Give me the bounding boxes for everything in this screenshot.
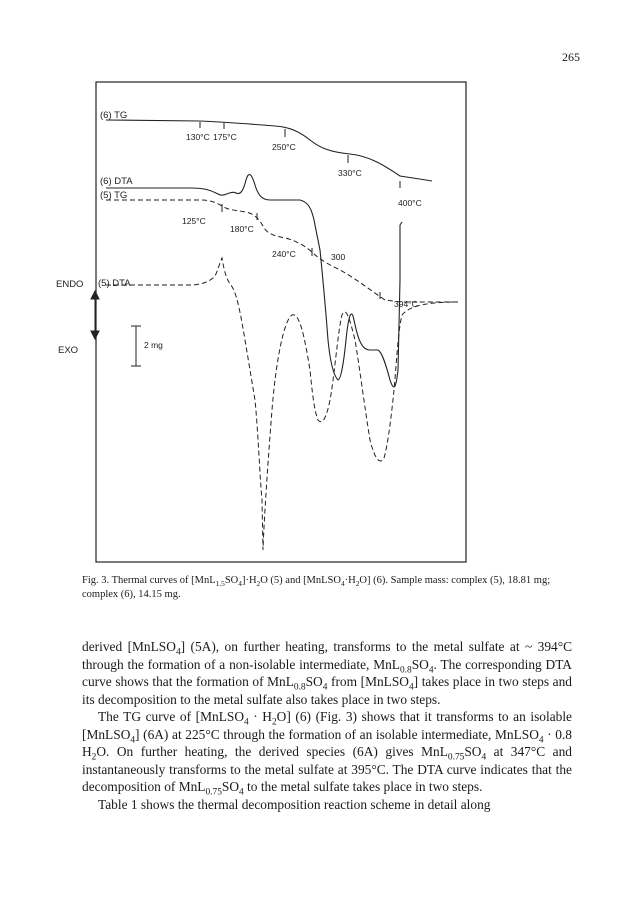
paragraph-2: The TG curve of [MnLSO$_4$ · $H_2O$] (6) (Fig. 3) shows that it transforms to an isolable [MnLSO$_4$] (6A) at 225°C through the formation of an isolable intermediate, MnLSO$_4$ · 0.8 $H_2O$. On further heating, the derived species (6A) gives $MnL_{0.75}SO_4$ at 347°C and instantaneously transforms to the metal sulfate at 395°C. The DTA curve indicates that the decomposition of $MnL_{0.75}SO_4$ to the metal sulfate takes place in two steps. [82, 709, 572, 798]
paragraph-1: derived [MnLSO$_4$] (5A), on further heating, transforms to the metal sulfate at ~ 394°C through the formation of a non-isolable intermediate, $MnL_{0.8}SO_4$. The corresponding DTA curve shows that the formation of $MnL_{0.8}SO_4$ from [MnLSO$_4$] takes place in two steps and its decomposition to the metal sulfate also takes place in two steps. [82, 639, 573, 707]
body-text [82, 638, 572, 813]
tg5-label: (5) TG [100, 190, 128, 201]
endo-exo-arrow [91, 291, 99, 339]
figure-caption: Fig. 3. Thermal curves of $[MnL_{1.5}SO_4]\cdot H_2O$ (5) and $[MnLSO_4\cdot H_2O]$ (6). Sample mass: complex (5), 18.81 mg; complex (6), 14.15 mg. [82, 575, 551, 600]
dta6-label: (6) DTA [100, 176, 133, 187]
exo-label: EXO [58, 345, 79, 356]
temp-125: 125°C [182, 216, 206, 226]
temp-250: 250°C [272, 142, 296, 152]
thermal-curves-figure [50, 80, 480, 570]
temp-130: 130°C [186, 132, 210, 142]
endo-label: ENDO [56, 279, 84, 290]
temp-175: 175°C [213, 132, 237, 142]
temp-180: 180°C [230, 224, 254, 234]
scale-bar [131, 326, 141, 366]
dta5-label: (5) DTA [98, 278, 131, 289]
tg6-curve [106, 120, 432, 181]
tg6-label: (6) TG [100, 110, 128, 121]
paragraph-3: Table 1 shows the thermal decomposition reaction scheme in detail along [98, 796, 491, 812]
temp-330: 330°C [338, 168, 362, 178]
temp-240: 240°C [272, 249, 296, 259]
tg5-ticks [222, 204, 380, 299]
figure-frame [96, 82, 466, 562]
page-number: 265 [562, 50, 580, 64]
temp-394: 394°C [394, 299, 418, 309]
temp-400: 400°C [398, 198, 422, 208]
scale-label: 2 mg [144, 340, 163, 350]
temp-300: 300 [331, 252, 346, 262]
